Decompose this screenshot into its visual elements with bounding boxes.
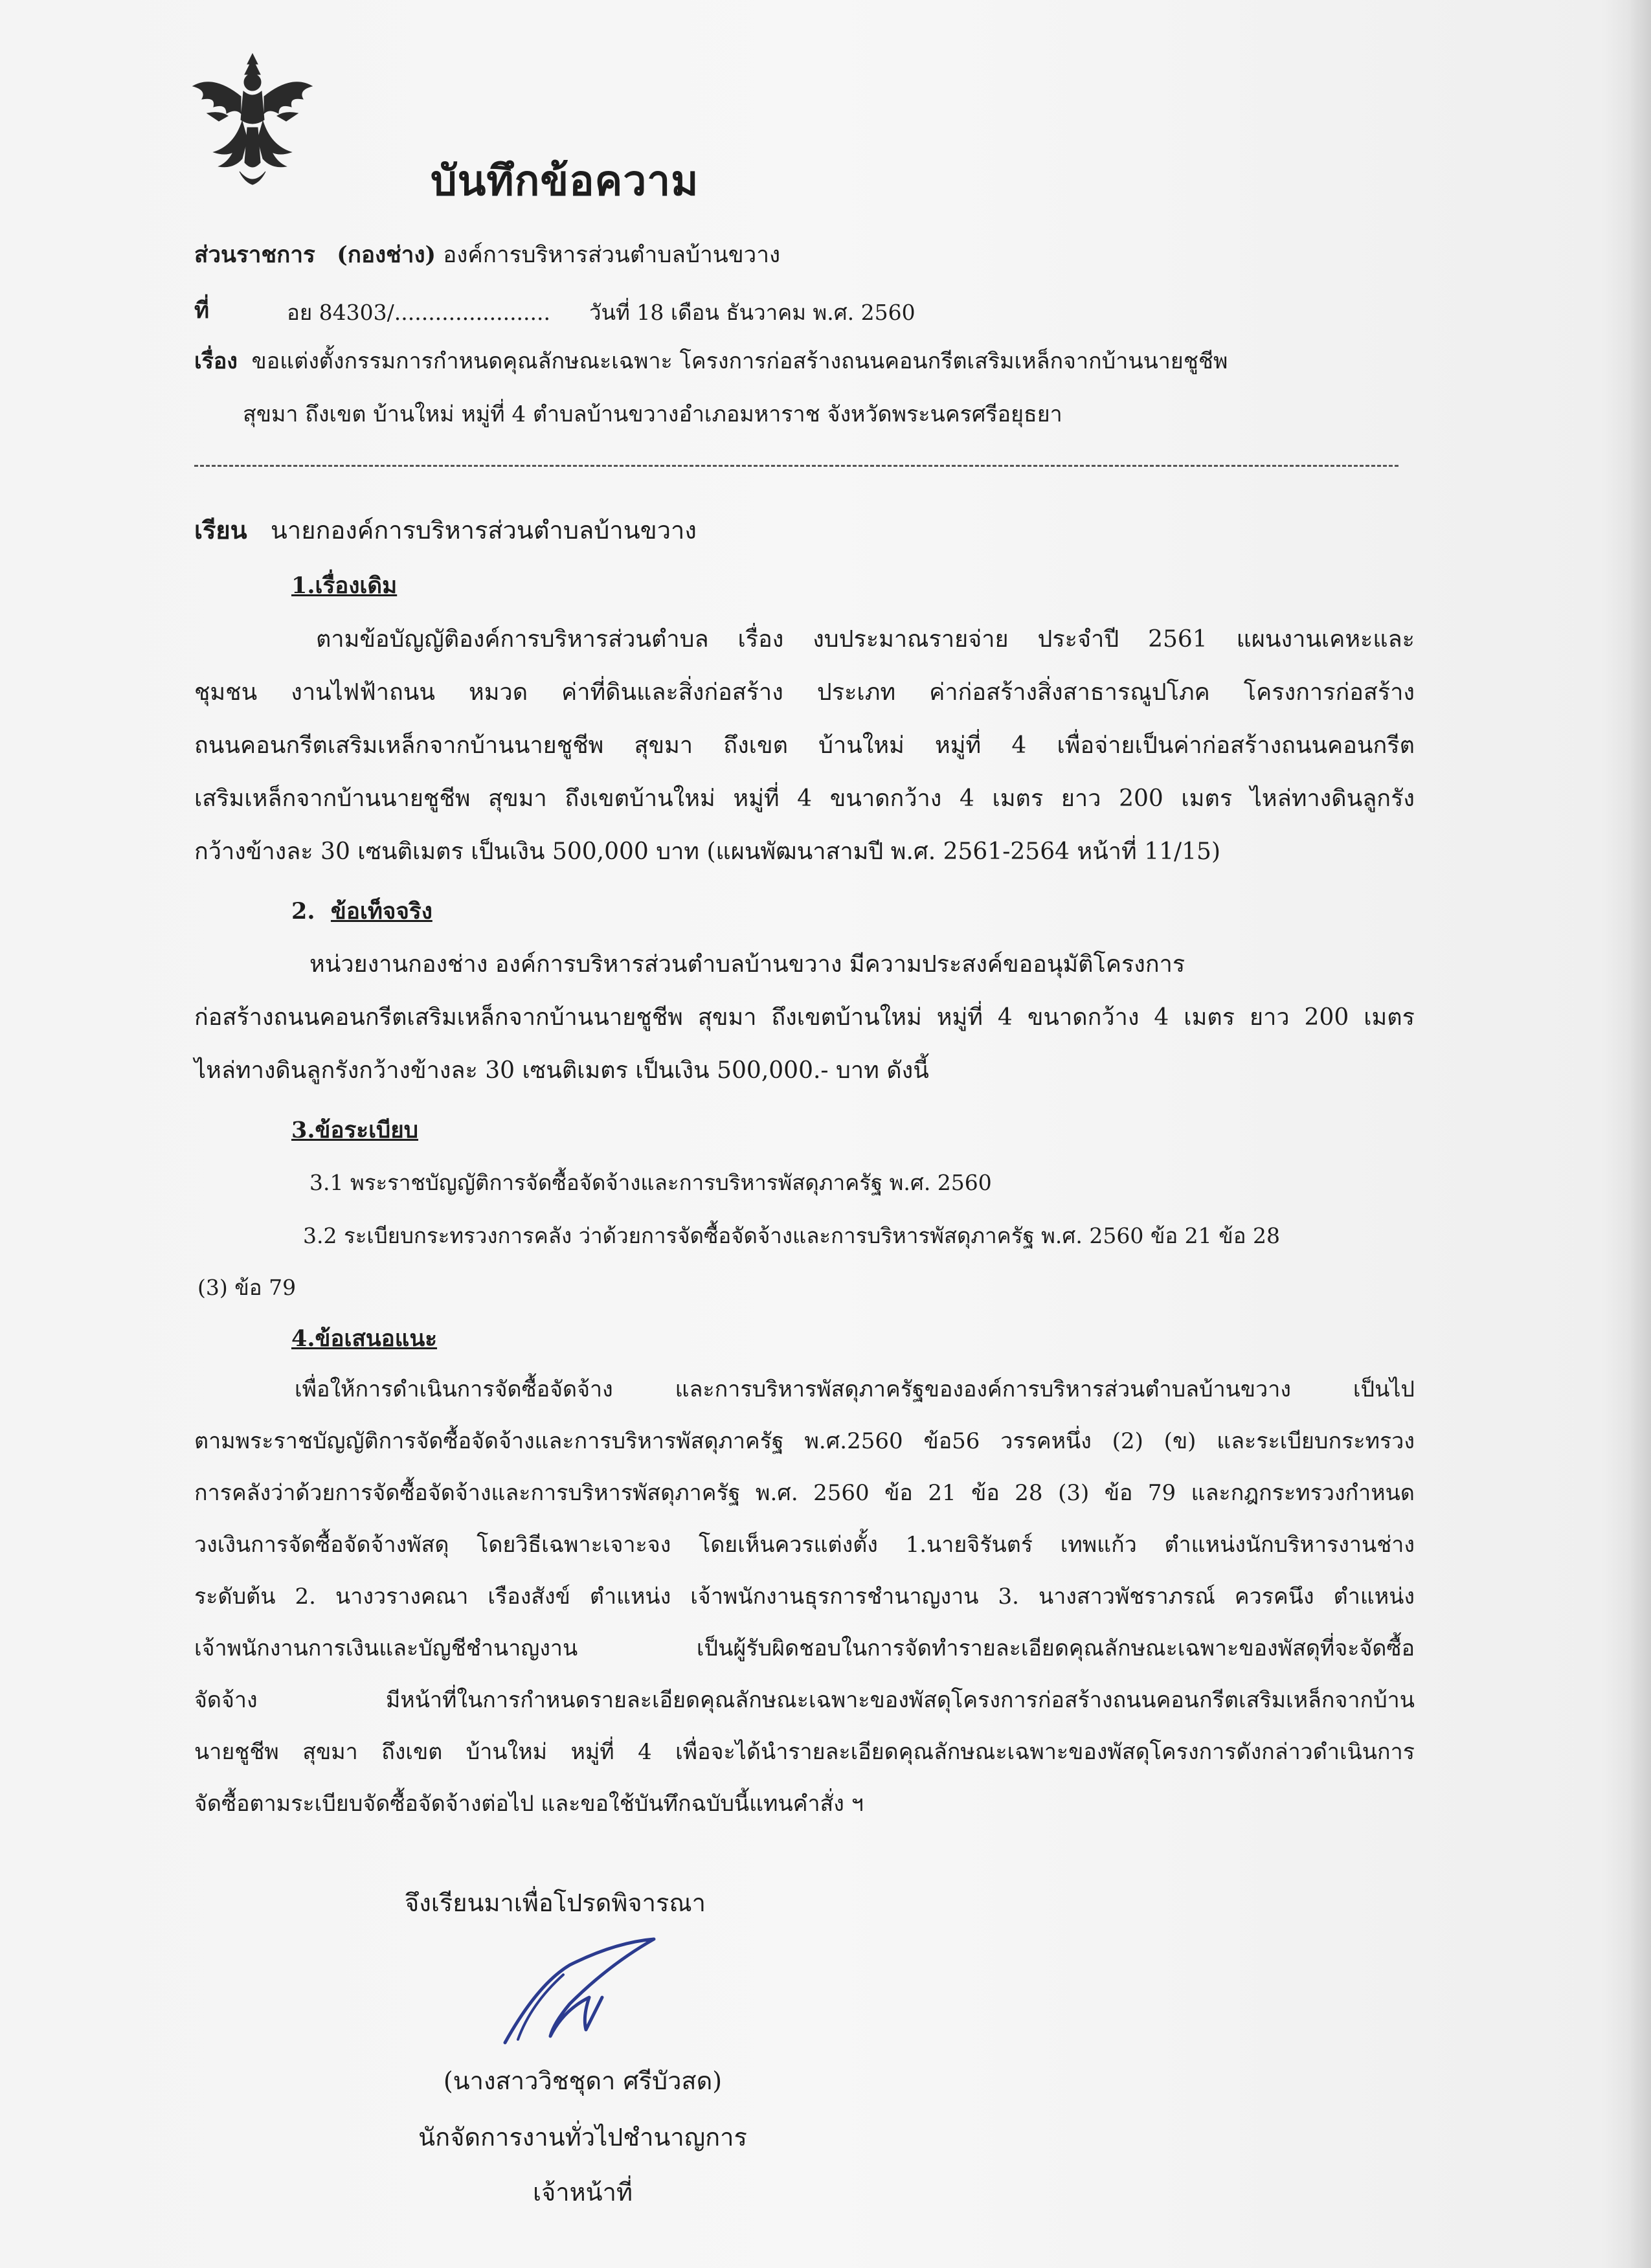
section-4-heading: 4.ข้อเสนอแนะ: [291, 1325, 438, 1352]
section-1-line: กว้างข้างละ 30 เซนติเมตร เป็นเงิน 500,000 บาท (แผนพัฒนาสามปี พ.ศ. 2561-2564 หน้าที่ 11/15): [194, 838, 1220, 865]
section-2-line: หน่วยงานกองช่าง องค์การบริหารส่วนตำบลบ้านขวาง มีความประสงค์ขออนุมัติโครงการ: [309, 951, 1185, 978]
section-1-line: ชุมชน งานไฟฟ้าถนน หมวด ค่าที่ดินและสิ่งก่อสร้าง ประเภท ค่าก่อสร้างสิ่งสาธารณูปโภค โครงการก่อสร้าง: [194, 679, 1415, 706]
agency-name: องค์การบริหารส่วนตำบลบ้านขวาง: [443, 242, 781, 268]
salutation-label: เรียน: [194, 515, 247, 545]
section-4-line: ตามพระราชบัญญัติการจัดซื้อจัดจ้างและการบริหารพัสดุภาครัฐ พ.ศ.2560 ข้อ56 วรรคหนึ่ง (2) (ข) และระเบียบกระทรวง: [194, 1428, 1415, 1454]
section-4-line: เจ้าพนักงานการเงินและบัญชีชำนาญงาน เป็นผู้รับผิดชอบในการจัดทำรายละเอียดคุณลักษณะเฉพาะของพัสดุที่จะจัดซื้อ: [194, 1635, 1415, 1661]
section-1-line: เสริมเหล็กจากบ้านนายชูชีพ สุขมา ถึงเขตบ้านใหม่ หมู่ที่ 4 ขนาดกว้าง 4 เมตร ยาว 200 เมตร ไหล่ทางดินลูกรัง: [194, 785, 1415, 812]
section-2-line: ก่อสร้างถนนคอนกรีตเสริมเหล็กจากบ้านนายชูชีพ สุขมา ถึงเขตบ้านใหม่ หมู่ที่ 4 ขนาดกว้าง 4 เมตร ยาว 200 เมตร: [194, 1004, 1415, 1031]
section-4-line: เพื่อให้การดำเนินการจัดซื้อจัดจ้าง และการบริหารพัสดุภาครัฐขององค์การบริหารส่วนตำบลบ้านขวาง เป็นไป: [295, 1376, 1415, 1402]
section-2-number: 2.: [291, 898, 315, 925]
subject-row: [194, 343, 1228, 378]
salutation: [194, 510, 697, 550]
agency-row: [194, 237, 780, 273]
section-4-line: นายชูชีพ สุขมา ถึงเขต บ้านใหม่ หมู่ที่ 4 เพื่อจะได้นำรายละเอียดคุณลักษณะเฉพาะของพัสดุโครงการดังกล่าวดำเนินการ: [194, 1739, 1415, 1765]
subject-line-1: ขอแต่งตั้งกรรมการกำหนดคุณลักษณะเฉพาะ โครงการก่อสร้างถนนคอนกรีตเสริมเหล็กจากบ้านนายชูชีพ: [251, 348, 1228, 374]
signer-position: นักจัดการงานทั่วไปชำนาญการ: [418, 2123, 747, 2151]
section-4-line: การคลังว่าด้วยการจัดซื้อจัดจ้างและการบริหารพัสดุภาครัฐ พ.ศ. 2560 ข้อ 21 ข้อ 28 (3) ข้อ 79 และกฎกระทรวงกำหนด: [194, 1480, 1415, 1506]
section-2-line: ไหล่ทางดินลูกรังกว้างข้างละ 30 เซนติเมตร เป็นเงิน 500,000.- บาท ดังนี้: [194, 1057, 929, 1084]
signer-name: (นางสาววิชชุดา ศรีบัวสด): [443, 2067, 723, 2095]
ref-value: อย 84303/.......................: [287, 300, 551, 325]
section-1-heading: 1.เรื่องเดิม: [291, 572, 398, 599]
section-3-item-2-cont: (3) ข้อ 79: [197, 1275, 297, 1300]
closing-text: จึงเรียนมาเพื่อโปรดพิจารณา: [405, 1889, 706, 1917]
page-title: บันทึกข้อความ: [431, 157, 699, 205]
section-4-line: จัดจ้าง มีหน้าที่ในการกำหนดรายละเอียดคุณลักษณะเฉพาะของพัสดุโครงการก่อสร้างถนนคอนกรีตเสริมเหล็กจากบ้าน: [194, 1687, 1415, 1713]
section-4-line: ระดับต้น 2. นางวรางคณา เรืองสังข์ ตำแหน่ง เจ้าพนักงานธุรการชำนาญงาน 3. นางสาวพัชราภรณ์ ควรคนึง ตำแหน่ง: [194, 1584, 1415, 1610]
section-2-title: ข้อเท็จจริง: [330, 898, 432, 925]
memo-date: วันที่ 18 เดือน ธันวาคม พ.ศ. 2560: [589, 300, 915, 325]
section-4-line: จัดซื้อตามระเบียบจัดซื้อจัดจ้างต่อไป และขอใช้บันทึกฉบับนี้แทนคำสั่ง ฯ: [194, 1791, 864, 1817]
handwritten-signature: [492, 1926, 686, 2056]
ref-row: [194, 293, 209, 328]
section-3-item-1: 3.1 พระราชบัญญัติการจัดซื้อจัดจ้างและการบริหารพัสดุภาครัฐ พ.ศ. 2560: [309, 1170, 992, 1195]
section-1-line: ตามข้อบัญญัติองค์การบริหารส่วนตำบล เรื่อง งบประมาณรายจ่าย ประจำปี 2561 แผนงานเคหะและ: [316, 626, 1415, 653]
signer-role: เจ้าหน้าที่: [532, 2178, 633, 2206]
ref-label: ที่: [194, 297, 210, 324]
page-edge-shadow: [1630, 0, 1651, 2268]
section-3-item-2: 3.2 ระเบียบกระทรวงการคลัง ว่าด้วยการจัดซื้อจัดจ้างและการบริหารพัสดุภาครัฐ พ.ศ. 2560 ข้อ 21 ข้อ 28: [303, 1223, 1281, 1248]
section-2-heading: [291, 893, 432, 929]
subject-line-2: สุขมา ถึงเขต บ้านใหม่ หมู่ที่ 4 ตำบลบ้านขวางอำเภอมหาราช จังหวัดพระนครศรีอยุธยา: [243, 401, 1062, 427]
subject-label: เรื่อง: [194, 348, 238, 374]
header-divider: [194, 465, 1398, 467]
agency-dept: (กองช่าง): [337, 241, 436, 268]
agency-label: ส่วนราชการ: [194, 241, 315, 268]
salutation-text: นายกองค์การบริหารส่วนตำบลบ้านขวาง: [270, 516, 697, 545]
section-1-line: ถนนคอนกรีตเสริมเหล็กจากบ้านนายชูชีพ สุขมา ถึงเขต บ้านใหม่ หมู่ที่ 4 เพื่อจ่ายเป็นค่าก่อสร้างถนนคอนกรีต: [194, 732, 1415, 759]
section-3-heading: 3.ข้อระเบียบ: [291, 1117, 418, 1143]
garuda-emblem-icon: [188, 49, 317, 194]
section-4-line: วงเงินการจัดซื้อจัดจ้างพัสดุ โดยวิธีเฉพาะเจาะจง โดยเห็นควรแต่งตั้ง 1.นายจิรันตร์ เทพแก้ว ตำแหน่งนักบริหารงานช่าง: [194, 1532, 1415, 1558]
